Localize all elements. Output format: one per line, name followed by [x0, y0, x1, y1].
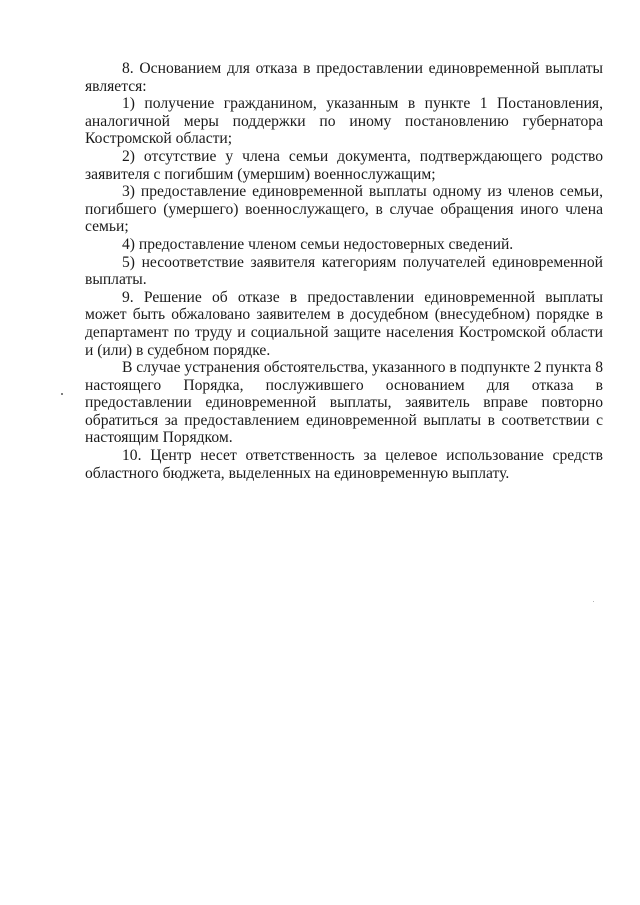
scan-speck: [593, 601, 594, 602]
paragraph-9: 9. Решение об отказе в предоставлении единовременной выплаты может быть обжаловано заявителем в досудебном (внесудебном) порядке в департамент по труду и социальной защите населения Костромской области и (или) в судебном порядке.: [85, 288, 603, 359]
paragraph-8-item-4: 4) предоставление членом семьи недостоверных сведений.: [122, 235, 514, 253]
paragraph-10: 10. Центр несет ответственность за целевое использование средств областного бюджета, выделенных на единовременную выплату.: [85, 447, 603, 482]
paragraph-8-item-5: 5) несоответствие заявителя категориям получателей единовременной выплаты.: [85, 253, 603, 289]
paragraph-8-item-3: 3) предоставление единовременной выплаты одному из членов семьи, погибшего (умершего) военнослужащего, в случае обращения иного члена семьи;: [85, 183, 603, 236]
paragraph-8-item-1: 1) получение гражданином, указанным в пункте 1 Постановления, аналогичной меры поддержки по иному постановлению губернатора Костромской области;: [85, 95, 603, 148]
paragraph-8-intro: 8. Основанием для отказа в предоставлении единовременной выплаты является:: [85, 60, 603, 95]
paragraph-9-remedy: В случае устранения обстоятельства, указанного в подпункте 2 пункта 8 настоящего Порядка, послужившего основанием для отказа в предоставлении единовременной выплаты, заявитель вправе повторно обратиться за предоставлением единовременной выплаты в соответствии с настоящим Порядком.: [85, 359, 603, 447]
paragraph-8-item-2: 2) отсутствие у члена семьи документа, подтверждающего родство заявителя с погибшим (умершим) военнослужащим;: [85, 147, 603, 183]
scan-speck: [61, 393, 63, 395]
document-body: [85, 60, 603, 482]
